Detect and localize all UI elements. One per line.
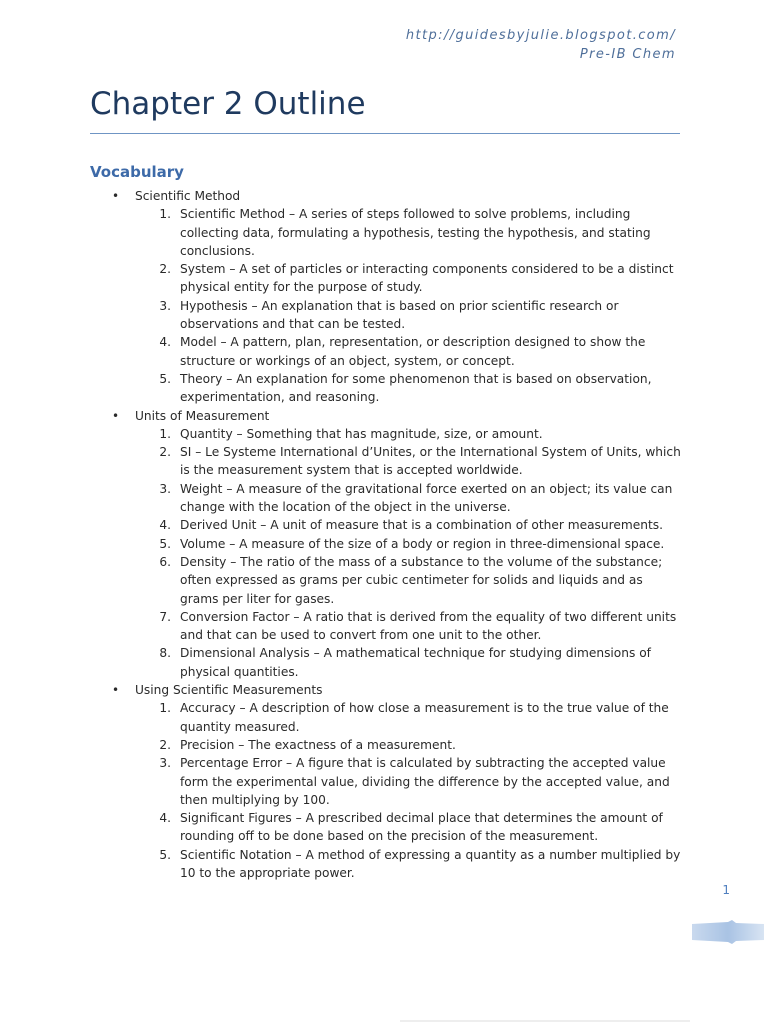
topic-name: Using Scientific Measurements: [135, 683, 323, 698]
header-url-link[interactable]: http://guidesbyjulie.blogspot.com/: [405, 28, 676, 43]
page-title: Chapter 2 Outline: [90, 86, 366, 122]
list-item-number: 1.: [159, 426, 171, 441]
list-item-text: Weight – A measure of the gravitational force exerted on an object; its value can change with the location of the object in the universe.: [180, 481, 673, 515]
list-item-number: 8.: [159, 646, 171, 661]
list-item: [110, 809, 682, 846]
list-item-text: Scientific Notation – A method of expressing a quantity as a number multiplied by 10 to the appropriate power.: [180, 847, 681, 880]
list-item: [110, 333, 682, 370]
list-item: [110, 553, 682, 608]
outline-content: [110, 187, 682, 882]
header-course: Pre-IB Chem: [579, 47, 676, 62]
bullet-icon: •: [112, 683, 120, 698]
list-item-number: 6.: [159, 554, 171, 569]
list-item: [110, 205, 682, 260]
list-item-number: 7.: [159, 609, 171, 624]
list-item: [110, 846, 682, 883]
list-item-number: 3.: [159, 298, 171, 313]
topic-name: Scientific Method: [135, 189, 241, 203]
list-item-text: Volume – A measure of the size of a body or region in three-dimensional space.: [180, 536, 665, 551]
list-item-number: 4.: [159, 811, 171, 826]
list-item: [110, 754, 682, 809]
list-item-text: Theory – An explanation for some phenomenon that is based on observation, experimentation, and reasoning.: [180, 371, 652, 405]
list-item: [110, 297, 682, 334]
list-item: [110, 699, 682, 736]
topic-heading: [110, 407, 682, 425]
list-item: [110, 535, 682, 553]
list-item-text: System – A set of particles or interacting components considered to be a distinct physical entity for the purpose of study.: [180, 262, 674, 295]
list-item-text: Quantity – Something that has magnitude, size, or amount.: [180, 426, 543, 441]
list-item-number: 2.: [159, 445, 171, 460]
list-item-text: Density – The ratio of the mass of a substance to the volume of the substance; often expressed as grams per cubic centimeter for solids and liquids and as grams per liter for gases.: [180, 554, 663, 606]
document-header: [406, 26, 676, 64]
list-item-number: 5.: [159, 536, 171, 551]
list-item-number: 4.: [159, 518, 171, 533]
list-item-number: 2.: [159, 262, 171, 277]
list-item-text: Model – A pattern, plan, representation, or description designed to show the structure or workings of an object, system, or concept.: [180, 335, 646, 368]
list-item-text: Significant Figures – A prescribed decimal place that determines the amount of rounding off to be done based on the precision of the measurement.: [180, 811, 663, 844]
topic-heading: [110, 681, 682, 699]
list-item: [110, 480, 682, 517]
bullet-icon: •: [112, 408, 120, 423]
list-item: [110, 644, 682, 681]
list-item-text: Accuracy – A description of how close a measurement is to the true value of the quantity measured.: [180, 701, 669, 734]
list-item: [110, 516, 682, 534]
list-item: [110, 736, 682, 754]
list-item: [110, 608, 682, 645]
list-item-text: Dimensional Analysis – A mathematical technique for studying dimensions of physical quantities.: [180, 646, 651, 679]
list-item: [110, 260, 682, 297]
bullet-icon: •: [112, 189, 120, 203]
list-item-number: 4.: [159, 335, 171, 350]
page-tab-decoration: [688, 920, 768, 944]
list-item-number: 3.: [159, 756, 171, 771]
title-divider: [90, 133, 680, 134]
footer-decoration: [400, 1018, 690, 1024]
list-item-text: Precision – The exactness of a measurement.: [180, 737, 456, 752]
list-item: [110, 370, 682, 407]
list-item: [110, 443, 682, 480]
list-item-number: 2.: [159, 737, 171, 752]
list-item-text: Scientific Method – A series of steps followed to solve problems, including collecting data, formulating a hypothesis, testing the hypothesis, and stating conclusions.: [180, 207, 651, 258]
list-item: [110, 425, 682, 443]
list-item-text: Conversion Factor – A ratio that is derived from the equality of two different units and that can be used to convert from one unit to the other.: [180, 609, 677, 643]
list-item-number: 1.: [159, 701, 171, 716]
section-heading: Vocabulary: [90, 163, 184, 181]
list-item-text: Percentage Error – A figure that is calculated by subtracting the accepted value form the experimental value, dividing the difference by the accepted value, and then multiplying by 100.: [180, 756, 670, 807]
page-number: 1: [722, 883, 730, 897]
list-item-number: 5.: [159, 371, 171, 386]
topic-heading: [110, 187, 682, 205]
list-item-number: 1.: [159, 207, 171, 222]
list-item-number: 5.: [159, 847, 171, 862]
list-item-number: 3.: [159, 481, 171, 496]
list-item-text: Hypothesis – An explanation that is based on prior scientific research or observations and that can be tested.: [180, 298, 619, 332]
list-item-text: SI – Le Systeme International d’Unites, or the International System of Units, which is the measurement system that is accepted worldwide.: [180, 445, 681, 478]
list-item-text: Derived Unit – A unit of measure that is a combination of other measurements.: [180, 518, 663, 533]
topic-name: Units of Measurement: [135, 408, 270, 423]
